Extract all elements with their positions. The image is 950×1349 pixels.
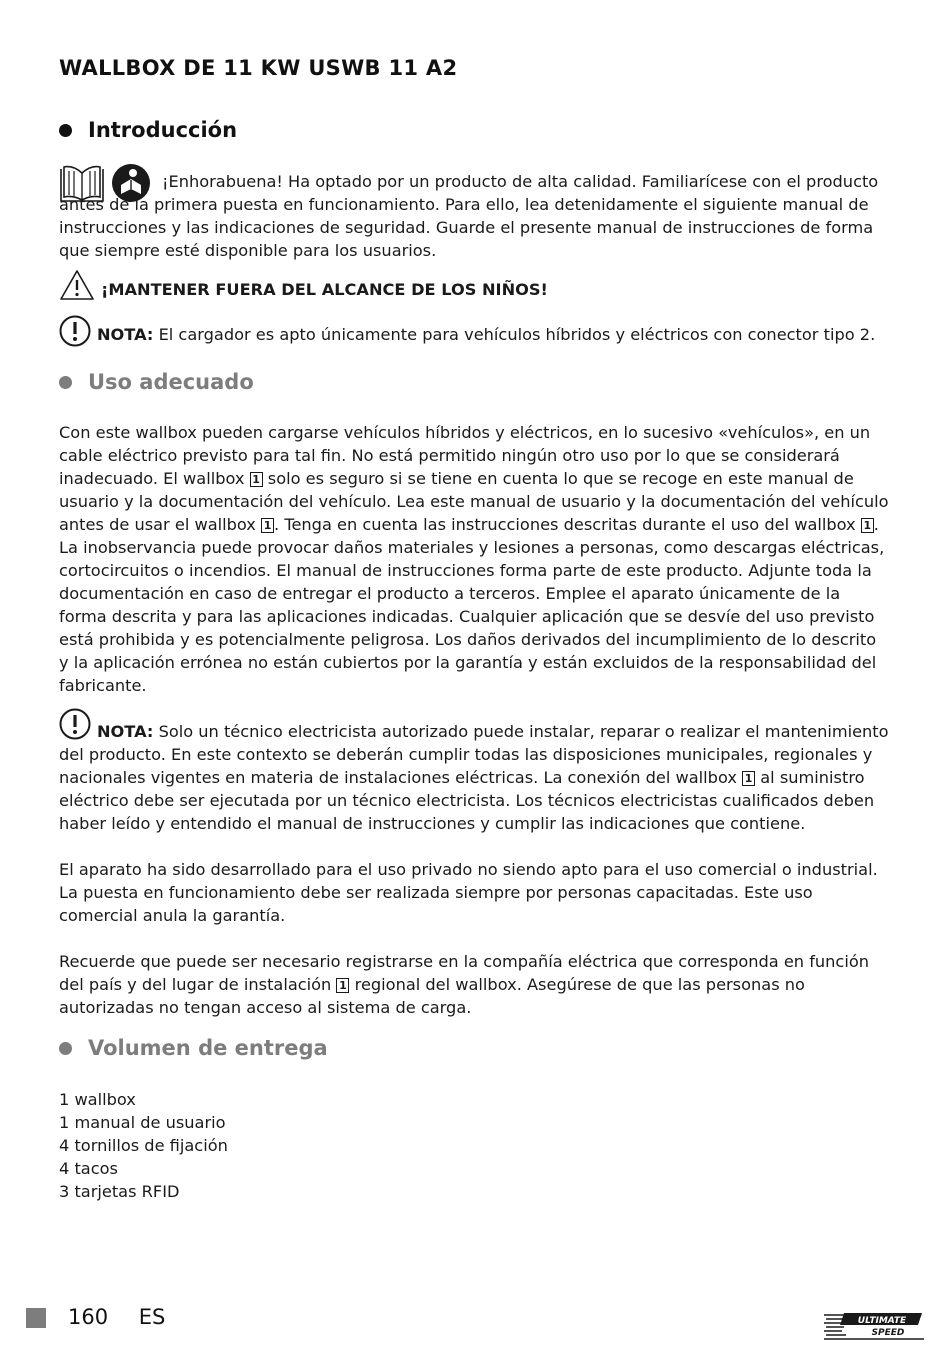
intro-paragraph: ¡Enhorabuena! Ha optado por un producto de alta calidad. Familiarícese con el producto antes de la primera puesta en funcionamiento. Para ello, lea detenidamente el siguiente manual de instrucciones y las indicaciones de seguridad. Guarde el presente manual de instrucciones de forma que siempre esté disponible para los usuarios. [59, 172, 879, 260]
usage-text-2: solo es seguro si se tiene en cuenta lo que se recoge en este manual de usuario y la documentación del vehículo. Lea este manual de usuario y la documentación del vehículo antes de usar el wallbox [59, 469, 889, 534]
note-usage-text-2: al suministro eléctrico debe ser ejecutada por un técnico electricista. Los técnicos electricistas cualificados deben haber leído y entendido el manual de instrucciones y cumplir las indicaciones que contiene. [59, 768, 875, 833]
usage-text-3: . Tenga en cuenta las instrucciones descritas durante el uso del wallbox [274, 515, 856, 534]
part-reference: 1 [336, 978, 349, 993]
list-item: 4 tornillos de fijación [59, 1136, 228, 1155]
section-heading-intro [59, 118, 237, 142]
list-item: 3 tarjetas RFID [59, 1182, 180, 1201]
note-label: NOTA: [97, 722, 154, 741]
page-number: 160 [68, 1305, 109, 1329]
footer [68, 1305, 189, 1329]
bullet-icon [59, 376, 72, 389]
list-item: 4 tacos [59, 1159, 118, 1178]
usage-text-4: . La inobservancia puede provocar daños materiales y lesiones a personas, como descargas eléctricas, cortocircuitos o incendios. El manual de instrucciones forma parte de este producto. Adjunte toda la documentación en caso de entregar el producto a terceros. Emplee el aparato únicamente de la forma descrita y para las aplicaciones indicadas. Cualquier aplicación que se desvíe del uso previsto está prohibida y es potencialmente peligrosa. Los daños derivados del incumplimiento de lo descrito y la aplicación errónea no están cubiertos por la garantía y están excluidos de la responsabilidad del fabricante. [59, 515, 885, 695]
usage-paragraph [59, 421, 889, 697]
section-heading-usage-label: Uso adecuado [88, 370, 254, 394]
warning-triangle-icon [59, 269, 95, 301]
registration-text-2: regional del wallbox. Asegúrese de que las personas no autorizadas no tengan acceso al sistema de carga. [59, 975, 805, 1017]
part-reference: 1 [261, 518, 274, 533]
bullet-icon [59, 1042, 72, 1055]
note-usage-text-1: Solo un técnico electricista autorizado puede instalar, reparar o realizar el mantenimiento del producto. En este contexto se deberán cumplir todas las disposiciones municipales, regionales y nacionales vigentes en materia de instalaciones eléctricas. La conexión del wallbox [59, 722, 889, 787]
list-item: 1 wallbox [59, 1090, 136, 1109]
private-use-paragraph: El aparato ha sido desarrollado para el uso privado no siendo apto para el uso comercial o industrial. La puesta en funcionamiento debe ser realizada siempre por personas capacitadas. Este uso comercial anula la garantía. [59, 860, 878, 925]
svg-text:ULTIMATE: ULTIMATE [857, 1316, 907, 1326]
footer-square-icon [26, 1308, 46, 1328]
section-heading-delivery [59, 1036, 328, 1060]
part-reference: 1 [250, 472, 263, 487]
note-usage [59, 708, 889, 835]
ultimate-speed-logo [822, 1311, 926, 1341]
registration-paragraph [59, 950, 889, 1019]
delivery-list [59, 1088, 228, 1203]
svg-text:SPEED: SPEED [871, 1328, 905, 1338]
list-item: 1 manual de usuario [59, 1113, 226, 1132]
usage-text-1: Con este wallbox pueden cargarse vehículos híbridos y eléctricos, en lo sucesivo «vehículos», en un cable eléctrico previsto para tal fin. No está permitido ningún otro uso por lo que se considerará inadecuado. El wallbox [59, 423, 871, 488]
note-label: NOTA: [97, 325, 154, 344]
section-heading-intro-label: Introducción [88, 118, 238, 142]
note-intro [59, 315, 889, 347]
note-exclamation-icon [59, 315, 91, 347]
note-text: El cargador es apto únicamente para vehículos híbridos y eléctricos con conector tipo 2. [158, 325, 876, 344]
document-title: WALLBOX DE 11 KW USWB 11 A2 [59, 56, 458, 80]
part-reference: 1 [742, 771, 755, 786]
registration-text-1: Recuerde que puede ser necesario registrarse en la compañía eléctrica que corresponda en función del país y del lugar de instalación [59, 952, 869, 994]
warning-text: ¡MANTENER FUERA DEL ALCANCE DE LOS NIÑOS! [101, 280, 548, 299]
section-heading-delivery-label: Volumen de entrega [88, 1036, 328, 1060]
warning-line [59, 269, 548, 301]
part-reference: 1 [861, 518, 874, 533]
section-heading-usage [59, 370, 254, 394]
note-exclamation-icon [59, 708, 91, 740]
bullet-icon [59, 124, 72, 137]
language-code: ES [138, 1305, 166, 1329]
